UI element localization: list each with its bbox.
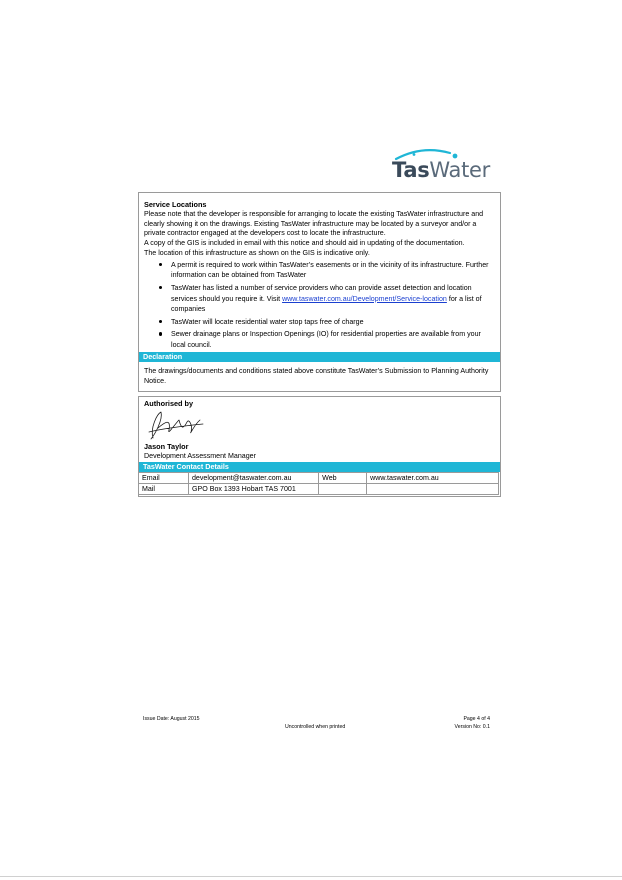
bullet-providers-text-post: for a list of companies — [171, 294, 482, 313]
authorisation-section — [138, 396, 501, 497]
footer-issue-date: Issue Date: August 2015 — [143, 716, 200, 722]
contact-label-web: Web — [319, 473, 367, 484]
bullet-drainage-text: Sewer drainage plans or Inspection Openings (IO) for residential properties are available from your local council. — [171, 330, 481, 349]
service-bullet-list — [139, 260, 494, 352]
declaration-heading-bar — [139, 352, 500, 362]
bullet-providers — [139, 283, 494, 314]
contact-empty-label — [319, 484, 367, 495]
footer-uncontrolled: Uncontrolled when printed — [285, 724, 346, 730]
signatory-role: Development Assessment Manager — [144, 452, 256, 460]
logo-text-water: Water — [429, 158, 490, 182]
declaration-heading: Declaration — [143, 352, 183, 361]
authorised-by-heading: Authorised by — [144, 399, 194, 408]
page-edge-line — [0, 876, 622, 877]
declaration-text: The drawings/documents and conditions stated above constitute TasWater’s Submission to Planning Authority Notice. — [144, 367, 489, 385]
contact-mail-value: GPO Box 1393 Hobart TAS 7001 — [188, 484, 318, 495]
taswater-logo — [388, 147, 488, 183]
bullet-drainage — [139, 329, 494, 350]
footer-version: Version No: 0.1 — [454, 724, 490, 730]
logo-text-tas: Tas — [392, 158, 430, 182]
logo-wordmark — [392, 158, 490, 182]
bullet-providers-text-pre: TasWater has listed a number of service providers who can provide asset detection and location services should you require it. Visit — [171, 284, 472, 303]
signature-image — [145, 408, 205, 442]
contact-email-value[interactable]: development@taswater.com.au — [188, 473, 318, 484]
contact-label-mail: Mail — [139, 484, 189, 495]
table-row — [139, 484, 499, 495]
footer-page-number: Page 4 of 4 — [463, 716, 490, 722]
contact-empty-value — [367, 484, 499, 495]
signatory-name: Jason Taylor — [144, 442, 189, 451]
bullet-stop-taps — [139, 317, 494, 327]
contact-details-table — [138, 472, 499, 495]
contact-web-value[interactable]: www.taswater.com.au — [367, 473, 499, 484]
service-locations-title: Service Locations — [144, 200, 207, 209]
table-row — [139, 473, 499, 484]
service-location-link[interactable]: www.taswater.com.au/Development/Service-location — [282, 294, 447, 303]
contact-heading: TasWater Contact Details — [143, 462, 229, 471]
service-paragraph-1: Please note that the developer is responsible for arranging to locate the existing TasWater infrastructure and clearly showing it on the drawings. Existing TasWater infrastructure may be located by a surveyor and/or a private contractor engaged at the developers cost to locate the infrastructure. — [144, 210, 484, 238]
bullet-permit — [139, 260, 494, 281]
bullet-permit-text: A permit is required to work within TasWater’s easements or in the vicinity of its infrastructure. Further information can be obtained from TasWater — [171, 261, 489, 280]
service-paragraph-2: A copy of the GIS is included in email with this notice and should aid in updating of the documentation. — [144, 239, 465, 247]
service-locations-section — [138, 192, 501, 392]
service-paragraph-3: The location of this infrastructure as shown on the GIS is indicative only. — [144, 249, 370, 257]
contact-heading-bar — [139, 462, 500, 472]
bullet-stop-taps-text: TasWater will locate residential water stop taps free of charge — [171, 317, 364, 326]
contact-label-email: Email — [139, 473, 189, 484]
